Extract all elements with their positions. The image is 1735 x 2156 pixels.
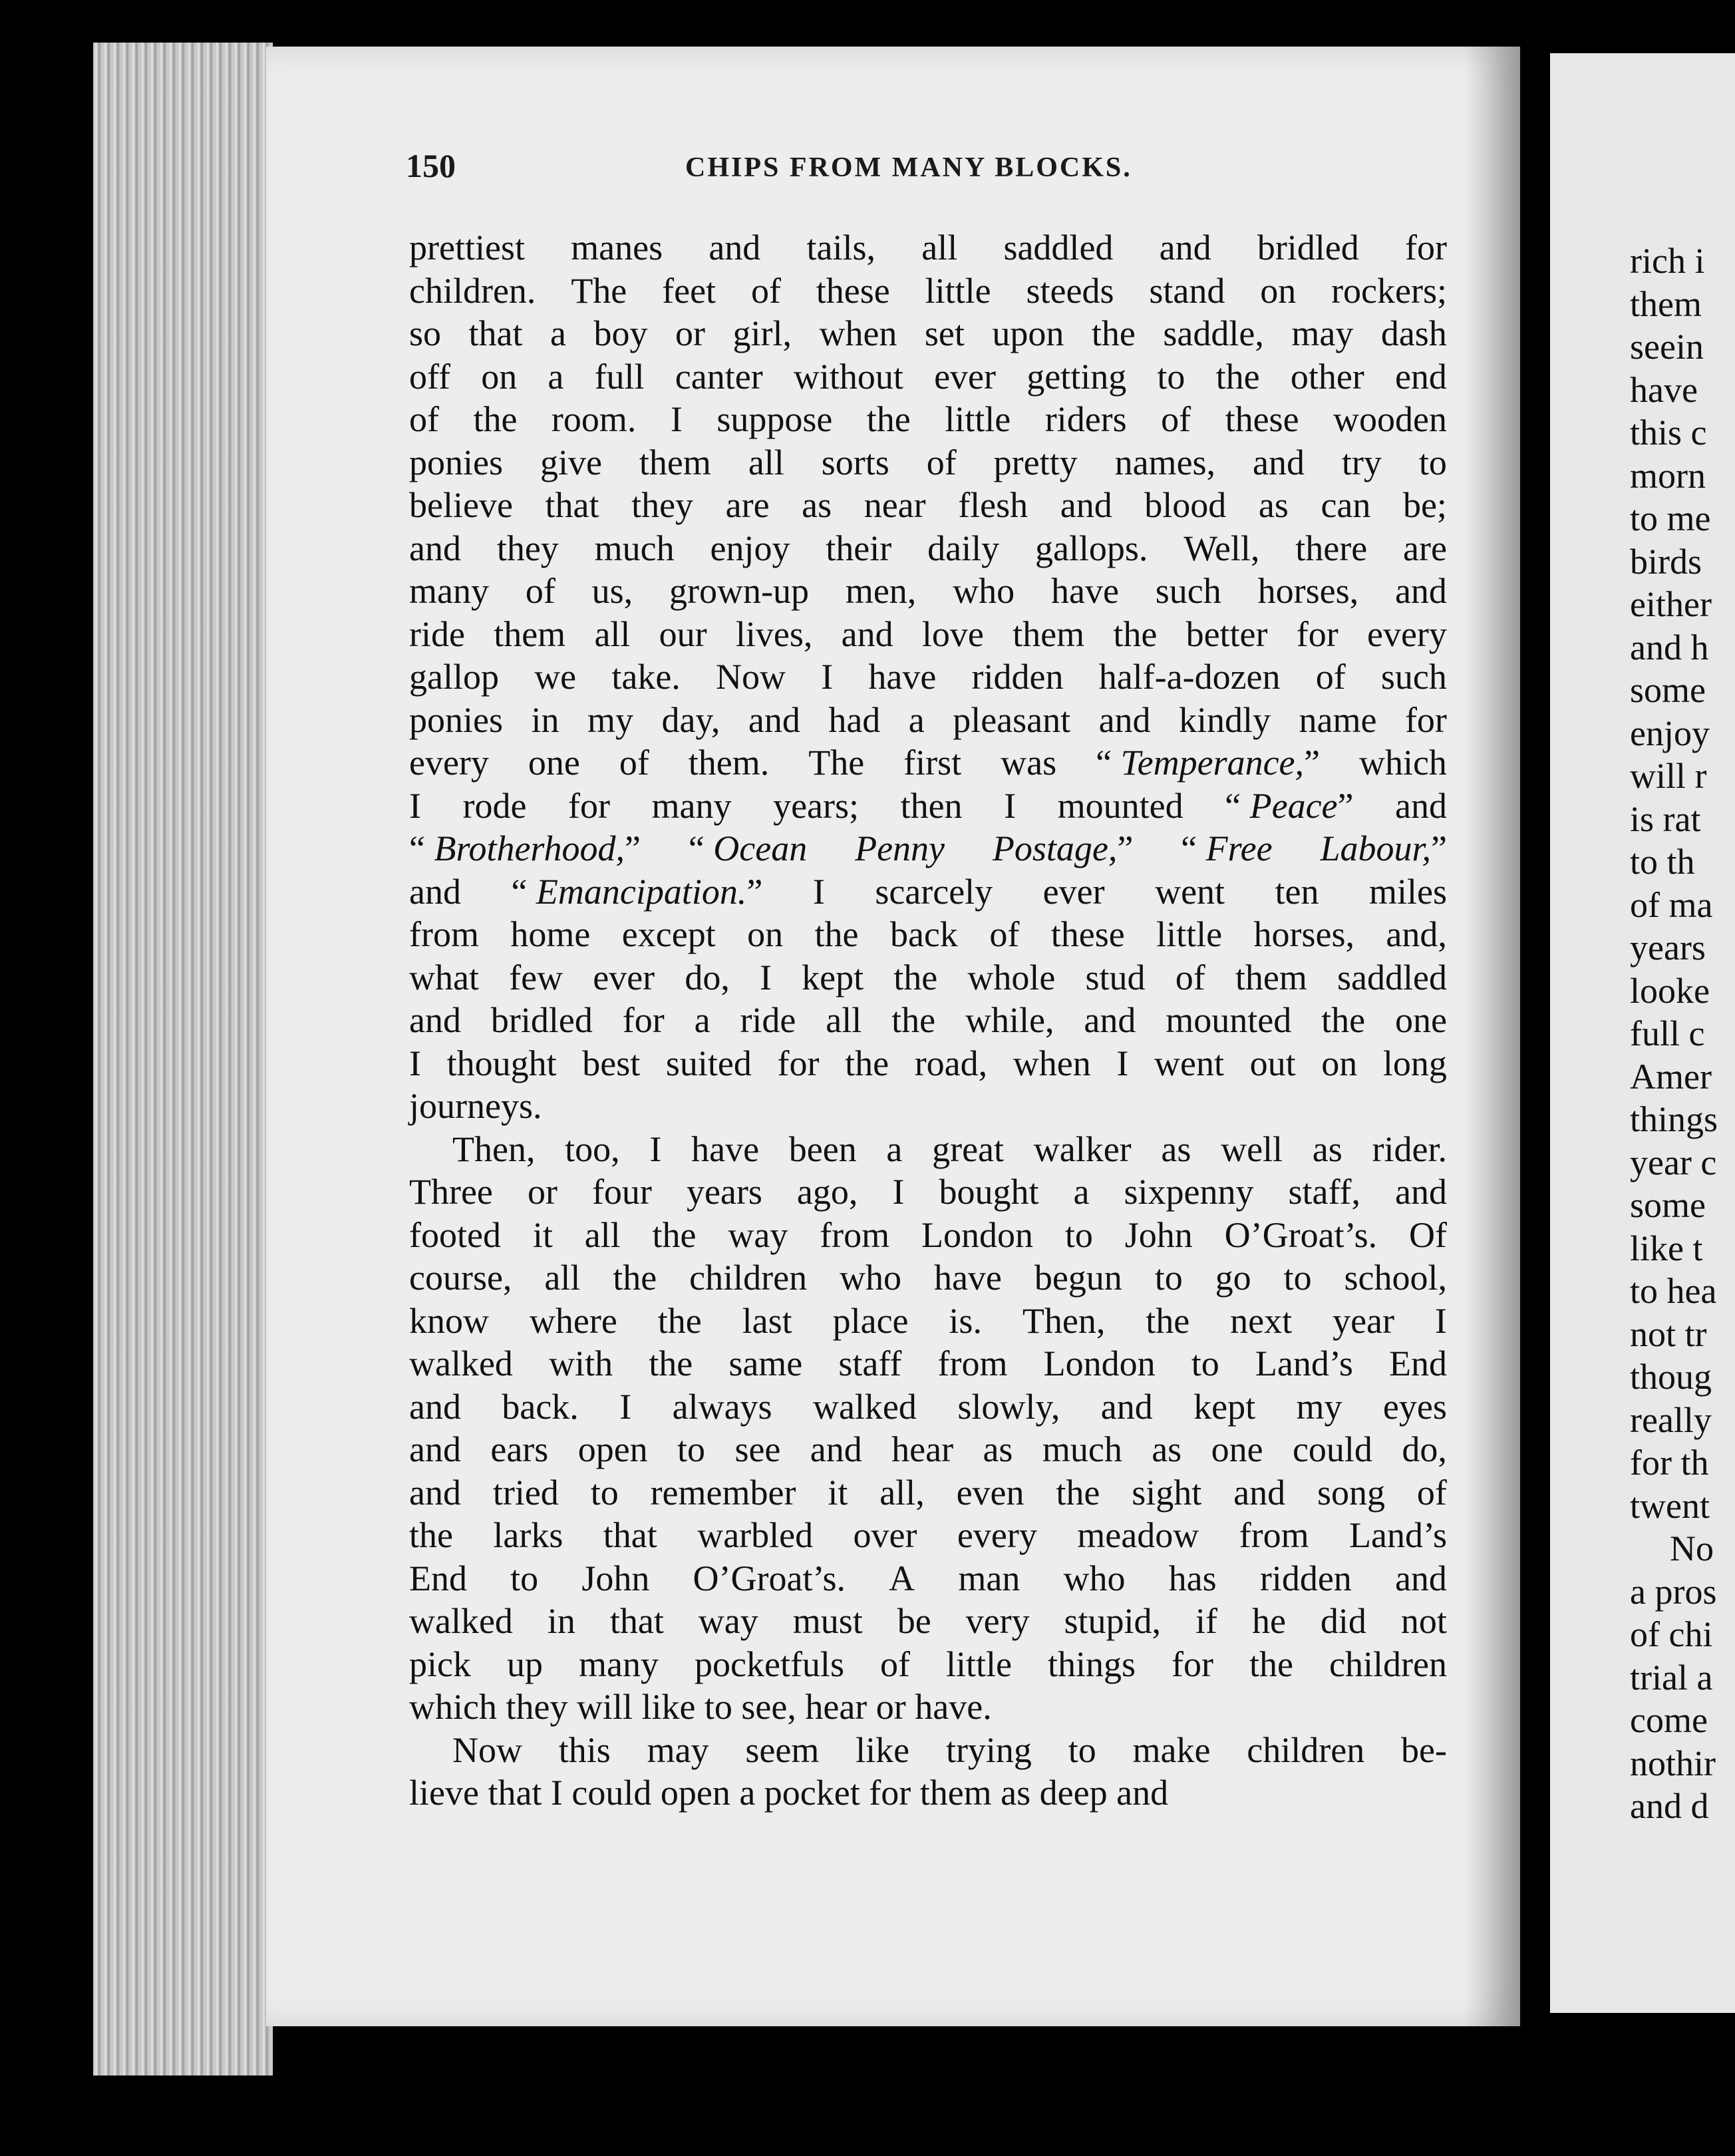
fragment-line: of chi bbox=[1630, 1614, 1713, 1654]
text-line: off on a full canter without ever getting to the other end bbox=[409, 356, 1447, 397]
fragment-line: either bbox=[1630, 584, 1712, 624]
fragment-line: trial a bbox=[1630, 1657, 1713, 1698]
fragment-line: birds bbox=[1630, 541, 1702, 582]
fragment-line: year c bbox=[1630, 1142, 1717, 1182]
text-line: and tried to remember it all, even the sight and song of bbox=[409, 1472, 1447, 1513]
text-line: and they much enjoy their daily gallops. Well, there are bbox=[409, 528, 1447, 568]
text-line: from home except on the back of these little horses, and, bbox=[409, 914, 1447, 954]
fragment-line: rich i bbox=[1630, 241, 1705, 281]
fragment-line: things bbox=[1630, 1099, 1718, 1139]
fragment-line: to hea bbox=[1630, 1271, 1717, 1311]
text-line: believe that they are as near flesh and blood as can be; bbox=[409, 485, 1447, 525]
fragment-line: like t bbox=[1630, 1228, 1703, 1268]
text-line: ponies in my day, and had a pleasant and kindly name for bbox=[409, 699, 1447, 740]
running-head bbox=[406, 146, 1450, 193]
book-page-edges bbox=[93, 43, 273, 2075]
text-line: End to John O’Groat’s. A man who has ridden and bbox=[409, 1558, 1447, 1598]
fragment-line: thoug bbox=[1630, 1357, 1712, 1397]
text-line: gallop we take. Now I have ridden half-a-dozen of such bbox=[409, 657, 1447, 697]
fragment-line: really bbox=[1630, 1399, 1712, 1440]
text-line: “ Brotherhood,” “ Ocean Penny Postage,” “ Free Labour,” bbox=[409, 828, 1447, 868]
running-title: CHIPS FROM MANY BLOCKS. bbox=[685, 152, 1132, 183]
text-line: which they will like to see, hear or have. bbox=[409, 1687, 992, 1727]
fragment-line: twent bbox=[1630, 1485, 1710, 1526]
text-line: every one of them. The first was “ Temperance,” which bbox=[409, 743, 1447, 783]
text-line: prettiest manes and tails, all saddled and bridled for bbox=[409, 228, 1447, 268]
fragment-line: years bbox=[1630, 928, 1706, 968]
text-line: the larks that warbled over every meadow from Land’s bbox=[409, 1515, 1447, 1555]
gutter-shadow bbox=[1464, 47, 1537, 2026]
text-line: and ears open to see and hear as much as one could do, bbox=[409, 1429, 1447, 1469]
text-line: I rode for many years; then I mounted “ Peace” and bbox=[409, 785, 1447, 826]
text-line: Three or four years ago, I bought a sixpenny staff, and bbox=[409, 1172, 1447, 1212]
fragment-line: to me bbox=[1630, 498, 1711, 538]
fragment-line: looke bbox=[1630, 970, 1710, 1011]
fragment-line: for th bbox=[1630, 1443, 1709, 1483]
text-line: course, all the children who have begun to go to school, bbox=[409, 1258, 1447, 1298]
right-page-text bbox=[1630, 240, 1718, 1828]
body-text bbox=[409, 226, 1447, 1815]
fragment-line: seein bbox=[1630, 327, 1704, 367]
text-line: Then, too, I have been a great walker as well as rider. bbox=[452, 1129, 1447, 1169]
fragment-line: No bbox=[1670, 1528, 1714, 1568]
text-line: and back. I always walked slowly, and kept my eyes bbox=[409, 1386, 1447, 1427]
fragment-line: is rat bbox=[1630, 799, 1701, 839]
text-line: walked with the same staff from London to Land’s End bbox=[409, 1344, 1447, 1383]
text-line: pick up many pocketfuls of little things for the children bbox=[409, 1644, 1447, 1684]
fragment-line: enjoy bbox=[1630, 713, 1710, 753]
fragment-line: some bbox=[1630, 670, 1706, 710]
text-line: and bridled for a ride all the while, and mounted the one bbox=[409, 1000, 1447, 1040]
text-line: know where the last place is. Then, the next year I bbox=[409, 1300, 1447, 1341]
text-line: of the room. I suppose the little riders of these wooden bbox=[409, 399, 1447, 439]
text-line: ponies give them all sorts of pretty names, and try to bbox=[409, 442, 1447, 482]
text-line: many of us, grown-up men, who have such horses, and bbox=[409, 571, 1447, 611]
fragment-line: come bbox=[1630, 1700, 1708, 1740]
fragment-line: have bbox=[1630, 369, 1698, 410]
text-line: lieve that I could open a pocket for them as deep and bbox=[409, 1773, 1169, 1813]
fragment-line: nothir bbox=[1630, 1743, 1716, 1783]
fragment-line: full c bbox=[1630, 1013, 1705, 1053]
text-line: Now this may seem like trying to make children be- bbox=[452, 1729, 1447, 1770]
fragment-line: them bbox=[1630, 283, 1702, 324]
fragment-line: some bbox=[1630, 1185, 1706, 1225]
fragment-line: this c bbox=[1630, 413, 1707, 452]
fragment-line: will r bbox=[1630, 756, 1707, 796]
fragment-line: a pros bbox=[1630, 1571, 1717, 1612]
right-page bbox=[1550, 53, 1735, 2013]
fragment-line: not tr bbox=[1630, 1314, 1707, 1354]
fragment-line: morn bbox=[1630, 455, 1706, 496]
text-line: so that a boy or girl, when set upon the saddle, may dash bbox=[409, 313, 1447, 353]
text-line: footed it all the way from London to John O’Groat’s. Of bbox=[409, 1214, 1447, 1255]
fragment-line: and h bbox=[1630, 627, 1709, 667]
text-line: ride them all our lives, and love them the better for every bbox=[409, 614, 1447, 654]
text-line: what few ever do, I kept the whole stud of them saddled bbox=[409, 957, 1447, 997]
fragment-line: and d bbox=[1630, 1786, 1709, 1826]
fragment-line: of ma bbox=[1630, 884, 1713, 925]
text-line: journeys. bbox=[409, 1086, 542, 1126]
text-line: and “ Emancipation.” I scarcely ever went ten miles bbox=[409, 871, 1447, 912]
page-number: 150 bbox=[406, 147, 456, 184]
text-line: children. The feet of these little steeds stand on rockers; bbox=[409, 270, 1447, 311]
text-line: walked in that way must be very stupid, if he did not bbox=[409, 1601, 1447, 1641]
fragment-line: Amer bbox=[1630, 1056, 1712, 1097]
fragment-line: to th bbox=[1630, 842, 1695, 882]
text-line: I thought best suited for the road, when I went out on long bbox=[409, 1043, 1447, 1083]
